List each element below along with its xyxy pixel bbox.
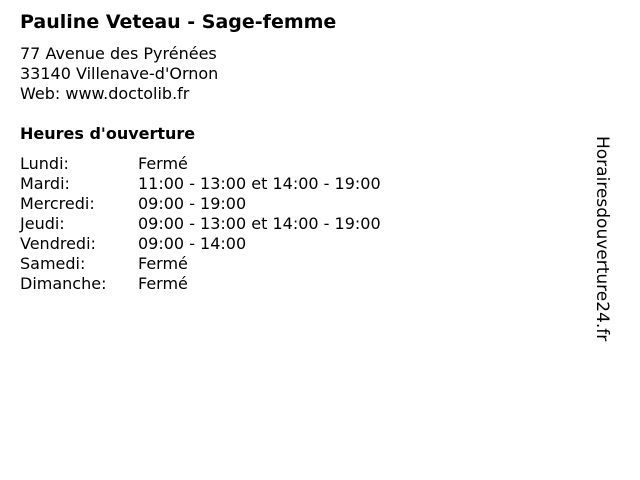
day-hours: Fermé: [138, 254, 188, 273]
day-label: Samedi:: [20, 254, 86, 273]
hours-row-wednesday: [20, 194, 440, 214]
opening-hours-list: [20, 154, 440, 294]
hours-row-thursday: [20, 214, 440, 234]
day-hours: 09:00 - 19:00: [138, 194, 247, 213]
opening-hours-heading: Heures d'ouverture: [20, 124, 196, 143]
website-text: Web: www.doctolib.fr: [20, 84, 190, 103]
hours-row-saturday: [20, 254, 440, 274]
day-label: Vendredi:: [20, 234, 96, 253]
hours-row-sunday: [20, 274, 440, 294]
day-label: Jeudi:: [20, 214, 65, 233]
business-name: Pauline Veteau - Sage-femme: [20, 11, 337, 33]
site-watermark: Horairesdouverture24.fr: [592, 136, 612, 342]
day-label: Dimanche:: [20, 274, 107, 293]
day-label: Mardi:: [20, 174, 70, 193]
day-hours: 09:00 - 14:00: [138, 234, 247, 253]
day-label: Lundi:: [20, 154, 69, 173]
business-info: [20, 44, 218, 104]
day-hours: Fermé: [138, 154, 188, 173]
hours-row-friday: [20, 234, 440, 254]
day-hours: 11:00 - 13:00 et 14:00 - 19:00: [138, 174, 381, 193]
hours-row-tuesday: [20, 174, 440, 194]
day-label: Mercredi:: [20, 194, 95, 213]
address-street: 77 Avenue des Pyrénées: [20, 44, 217, 63]
address-city: 33140 Villenave-d'Ornon: [20, 64, 219, 83]
day-hours: Fermé: [138, 274, 188, 293]
day-hours: 09:00 - 13:00 et 14:00 - 19:00: [138, 214, 381, 233]
hours-row-monday: [20, 154, 440, 174]
